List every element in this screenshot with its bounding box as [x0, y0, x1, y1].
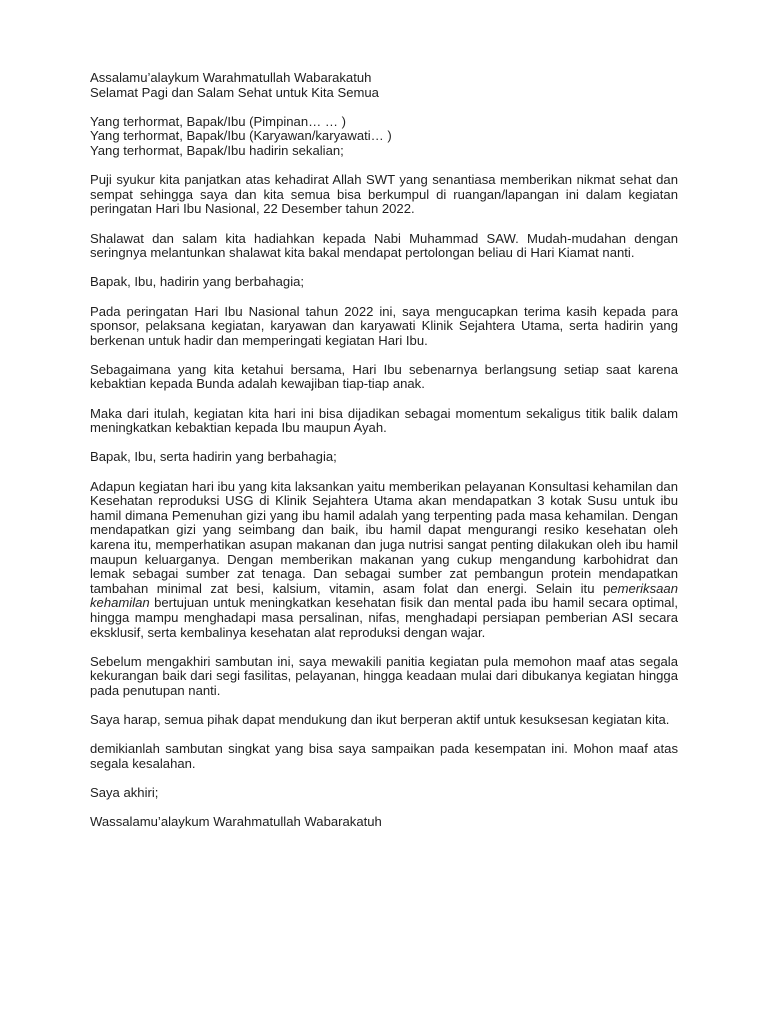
paragraph: Saya harap, semua pihak dapat mendukung dan ikut berperan aktif untuk kesuksesan kegiatan kita.	[90, 712, 670, 728]
paragraph: Sebagaimana yang kita ketahui bersama, Hari Ibu sebenarnya berlangsung setiap saat karena kebaktian kepada Bunda adalah kewajiban tiap-tiap anak.	[90, 361, 678, 392]
paragraph-text: Adapun kegiatan hari ibu yang kita laksankan yaitu memberikan pelayanan Konsultasi kehamilan dan Kesehatan reproduksi USG di Klinik Sejahtera Utama akan mendapatkan 3 kotak Susu untuk ibu hamil dimana Pemenuhan gizi yang ibu hamil adalah yang terpenting pada masa kehamilan. Dengan mendapatkan gizi yang seimbang dan baik, ibu hamil dapat mengurangi resiko kesehatan oleh karena itu, memperhatikan asupan makanan dan juga nutrisi sangat penting dilakukan oleh ibu hamil maupun keluarganya. Dengan memberikan makanan yang cukup mengandung karbohidrat dan lemak sebagai sumber zat tenaga. Dan sebagai sumber zat pembangun protein mendapatkan tambahan minimal zat besi, kalsium, vitamin, asam folat dan energi. Selain itu p	[90, 478, 678, 596]
greeting-line: Selamat Pagi dan Salam Sehat untuk Kita Semua	[90, 84, 379, 100]
paragraph: Maka dari itulah, kegiatan kita hari ini bisa dijadikan sebagai momentum sekaligus titik balik dalam meningkatkan kebaktian kepada Ibu maupun Ayah.	[90, 405, 678, 436]
addressee-list	[90, 115, 678, 159]
italic-phrase: emeriksaan kehamilan	[90, 580, 678, 611]
paragraph: Shalawat dan salam kita hadiahkan kepada Nabi Muhammad SAW. Mudah-mudahan dengan seringnya melantunkan shalawat kita bakal mendapat pertolongan beliau di Hari Kiamat nanti.	[90, 230, 678, 261]
paragraph: Bapak, Ibu, hadirin yang berbahagia;	[90, 274, 305, 290]
paragraph: Sebelum mengakhiri sambutan ini, saya mewakili panitia kegiatan pula memohon maaf atas segala kekurangan baik dari segi fasilitas, pelayanan, hingga keadaan mulai dari dibukanya kegiatan hingga pada penutupan nanti.	[90, 653, 678, 698]
paragraph: demikianlah sambutan singkat yang bisa saya sampaikan pada kesempatan ini. Mohon maaf atas segala kesalahan.	[90, 741, 678, 771]
paragraph: Puji syukur kita panjatkan atas kehadirat Allah SWT yang senantiasa memberikan nikmat sehat dan sempat sehingga saya dan kita semua bisa berkumpul di ruangan/lapangan ini dalam kegiatan peringatan Hari Ibu Nasional, 22 Desember tahun 2022.	[90, 172, 678, 217]
addressee-line: Yang terhormat, Bapak/Ibu (Pimpinan… … )	[90, 113, 346, 129]
paragraph-activity	[90, 480, 678, 641]
opening-greeting	[90, 71, 678, 100]
document-body	[90, 71, 678, 830]
paragraph: Pada peringatan Hari Ibu Nasional tahun 2022 ini, saya mengucapkan terima kasih kepada para sponsor, pelaksana kegiatan, karyawan dan karyawati Klinik Sejahtera Utama, serta hadirin yang berkenan untuk hadir dan memperingati kegiatan Hari Ibu.	[90, 303, 678, 348]
closing-greeting: Wassalamu’alaykum Warahmatullah Wabarakatuh	[90, 814, 382, 830]
greeting-line: Assalamu’alaykum Warahmatullah Wabarakatuh	[90, 70, 372, 85]
addressee-line: Yang terhormat, Bapak/Ibu (Karyawan/karyawati… )	[90, 128, 392, 144]
paragraph: Bapak, Ibu, serta hadirin yang berbahagia;	[90, 449, 337, 465]
addressee-line: Yang terhormat, Bapak/Ibu hadirin sekalian;	[90, 142, 344, 158]
paragraph-text: bertujuan untuk meningkatkan kesehatan fisik dan mental pada ibu hamil secara optimal, hingga mampu menghadapi masa persalinan, nifas, menghadapi persiapan pemberian ASI secara eksklusif, serta kembalinya kesehatan alat reproduksi dengan wajar.	[90, 595, 678, 640]
paragraph: Saya akhiri;	[90, 785, 159, 801]
